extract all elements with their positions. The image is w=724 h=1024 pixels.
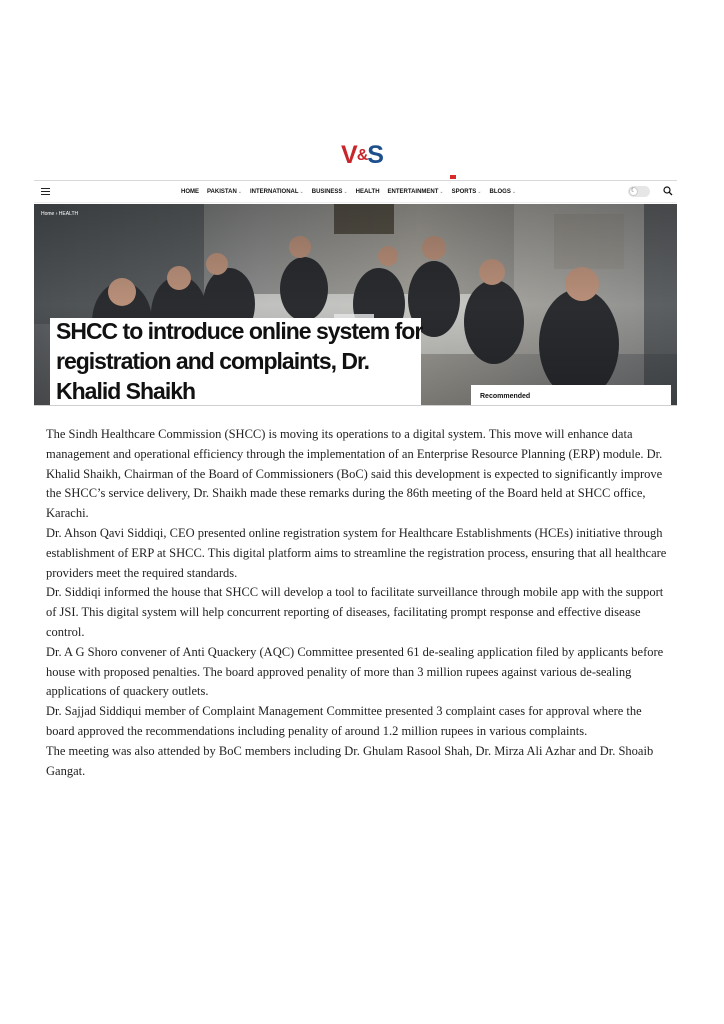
nav-item-pakistan[interactable]: PAKISTAN⌄ [207,188,242,195]
divider [34,405,677,406]
nav-item-sports[interactable]: SPORTS⌄ [451,188,482,195]
article-paragraph: Dr. Sajjad Siddiqui member of Complaint Management Committee presented 3 complaint cases for approval where the board approved the recommendations including penality of around 1.2 million rupees in various complaints. [46,704,642,738]
article-paragraph: The meeting was also attended by BoC members including Dr. Ghulam Rasool Shah, Dr. Mirza Ali Azhar and Dr. Shoaib Gangat. [46,743,654,778]
article-paragraph: The Sindh Healthcare Commission (SHCC) is moving its operations to a digital system. This move will enhance data management and operational efficiency through the implementation of an Enterprise Resource Planning (ERP) module. Dr. Khalid Shaikh, Chairman of the Board of Commissioners (BoC) said this development is expected to significantly improve the SHCC’s service delivery, Dr. Shaikh made these remarks during the 86th meeting of the Board held at SHCC office, Karachi. [46,427,663,521]
moon-icon: ☾ [630,188,637,194]
nav-item-health[interactable]: HEALTH [355,188,380,195]
recommended-label: Recommended [480,393,531,400]
nav-item-international[interactable]: INTERNATIONAL⌄ [249,188,304,195]
breadcrumb-separator: › [55,211,58,217]
nav-item-business[interactable]: BUSINESS⌄ [311,188,348,195]
chevron-down-icon: ⌄ [299,188,304,195]
article-paragraph: Dr. Siddiqi informed the house that SHCC will develop a tool to facilitate surveillance through mobile app with the support of JSI. This digital system will help concurrent reporting of diseases, facilitating prompt response and effective disease control. [46,585,664,639]
dark-mode-toggle[interactable] [628,186,650,197]
chevron-down-icon: ⌄ [237,188,242,195]
chevron-down-icon: ⌄ [439,188,444,195]
breadcrumb [41,211,78,217]
nav-item-blogs[interactable]: BLOGS⌄ [489,188,517,195]
article-title: SHCC to introduce online system for registration and complaints, Dr. Khalid Shaikh [56,318,423,404]
chevron-down-icon: ⌄ [511,188,517,195]
search-icon[interactable] [663,186,673,196]
hamburger-icon[interactable] [41,188,50,195]
article-body [46,425,671,781]
chevron-down-icon: ⌄ [343,188,348,195]
article-paragraph: Dr. A G Shoro convener of Anti Quackery (AQC) Committee presented 61 de-sealing application filed by applicants before house with proposed penalties. The board approved penality of more than 3 million rupees against various de-sealing applications of quackery outlets. [46,644,664,699]
main-navbar [34,180,677,203]
logo-accent-mark [450,175,456,179]
breadcrumb-section[interactable]: HEALTH [58,211,79,217]
chevron-down-icon: ⌄ [477,188,482,195]
breadcrumb-home[interactable]: Home [41,211,55,217]
site-logo[interactable]: V&S [339,141,386,196]
nav-item-home[interactable]: HOME [181,188,199,195]
nav-menu [181,181,524,202]
article-paragraph: Dr. Ahson Qavi Siddiqi, CEO presented online registration system for Healthcare Establishments (HCEs) initiative through establishment of ERP at SHCC. This digital platform aims to streamline the registration process, ensuring that all healthcare providers meet the required standards. [46,525,667,580]
nav-item-entertainment[interactable]: ENTERTAINMENT⌄ [387,188,444,195]
